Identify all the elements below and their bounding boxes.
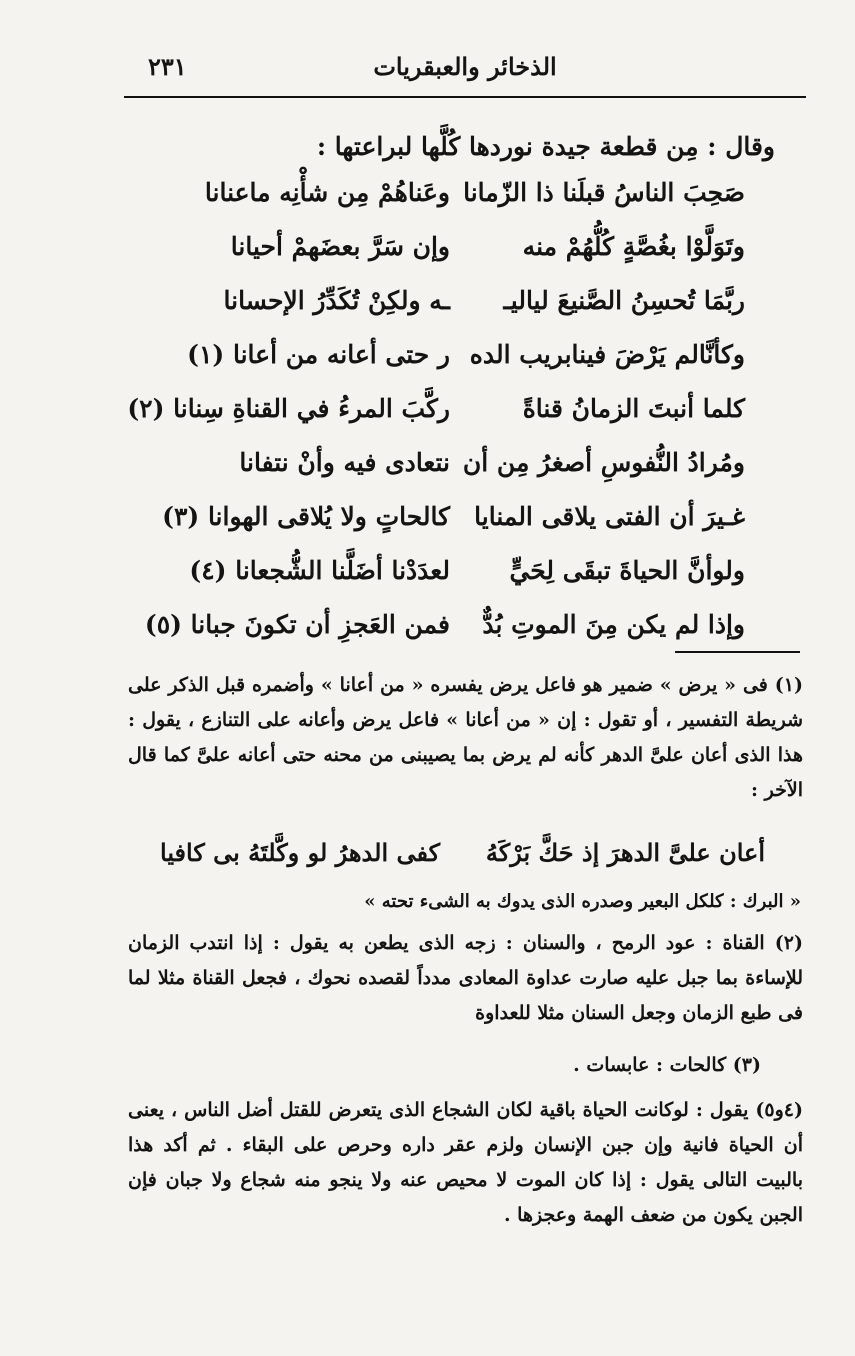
footnote-1: (١) فى « يرض » ضمير هو فاعل يرض يفسره « من أعانا » وأضمره قبل الذكر على شريطة التفسير ، أو تقول : إن « من أعانا » فاعل يرض وأعانه على التنازع ، يقول : هذا الذى أعان علىَّ الدهر كأنه لم يرض بما يصيبنى من محنه حتى أعانه علىَّ كما قال الآخر : (128, 674, 803, 801)
verse-first-hemistich: ولوأنَّ الحياةَ تبقَى لِحَيٍّ (509, 556, 745, 585)
verse (205, 448, 745, 502)
gloss-note: « البرك : كلكل البعير وصدره الذى يدوك به الشىء تحته » (364, 891, 801, 912)
verse (144, 610, 745, 664)
verse-first-hemistich: ومُرادُ النُّفوسِ أصغرُ مِن أن (462, 448, 745, 477)
footnote-2: (٢) القناة : عود الرمح ، والسنان : زجه الذى يطعن به يقول : إذا انتدب الزمان للإساءة بما جبل عليه صارت عداوة المعادى مدداً لقصده نحوك ، فجعل القناة مثلا لما فى طبع الزمان وجعل السنان مثلا للعداوة (128, 932, 803, 1024)
poem (127, 178, 745, 664)
verse-second-hemistich: ـه ولكِنْ تُكَدِّرُ الإحسانا (223, 286, 450, 315)
verse (187, 340, 745, 394)
verse-first-hemistich: ربَّمَا تُحسِنُ الصَّنيعَ لياليـ (503, 286, 745, 315)
cited-second-hemistich: كفى الدهرُ لو وكَّلتَهُ بى كافيا (160, 838, 441, 867)
cited-verse (160, 838, 765, 878)
verse-first-hemistich: كلما أنبتَ الزمانُ قناةً (522, 394, 745, 423)
verse (189, 556, 745, 610)
header-rule (124, 96, 806, 98)
verse-first-hemistich: وتَوَلَّوْا بغُصَّةٍ كُلُّهُمْ منه (522, 232, 745, 261)
footnote-3: (٣) كالحات : عابسات . (573, 1054, 761, 1076)
verse-second-hemistich: ركَّبَ المرءُ في القناةِ سِنانا (٢) (127, 394, 450, 423)
verse-first-hemistich: غـيرَ أن الفتى يلاقى المنايا (474, 502, 745, 531)
footnote-4-5: (٤و٥) يقول : لوكانت الحياة باقية لكان الشجاع الذى يتعرض للقتل أضل الناس ، يعنى أن الحياة فانية وإن جبن الإنسان ولزم عقر داره وحرص على البقاء . ثم أكد هذا بالبيت التالى يقول : إذا كان الموت لا محيص عنه ولا ينجو منه شجاع ولا جبان فإن الجبن يكون من ضعف الهمة وعجزها . (128, 1099, 803, 1226)
verse-second-hemistich: لعدَدْنا أضَلَّنا الشُّجعانا (٤) (189, 556, 450, 585)
page-header (124, 52, 806, 92)
page-number: ٢٣١ (148, 52, 187, 81)
verse-second-hemistich: وعَناهُمْ مِن شأْنِه ماعنانا (204, 178, 450, 207)
verse-second-hemistich: فمن العَجزِ أن تكونَ جبانا (٥) (144, 610, 450, 639)
verse (127, 394, 745, 448)
cited-first-hemistich: أعان علىَّ الدهرَ إذ حَكَّ بَرْكَهُ (485, 838, 765, 867)
verse (162, 502, 745, 556)
verse-second-hemistich: وإن سَرَّ بعضَهمْ أحيانا (230, 232, 450, 261)
verse-second-hemistich: ر حتى أعانه من أعانا (١) (187, 340, 450, 369)
verse-second-hemistich: كالحاتٍ ولا يُلاقى الهوانا (٣) (162, 502, 450, 531)
verse (205, 232, 745, 286)
verse-first-hemistich: وكأنَّالم يَرْضَ فينابريب الده (469, 340, 745, 369)
verse-second-hemistich: نتعادى فيه وأنْ نتفانا (239, 448, 450, 477)
verse-first-hemistich: وإذا لم يكن مِنَ الموتِ بُدٌّ (482, 610, 745, 639)
verse (205, 286, 745, 340)
running-title: الذخائر والعبقريات (373, 52, 557, 81)
footnote-rule (675, 651, 800, 653)
poem-intro: وقال : مِن قطعة جيدة نوردها كُلَّها لبراعتها : (316, 132, 775, 161)
verse-first-hemistich: صَحِبَ الناسُ قبلَنا ذا الزّمانا (463, 178, 745, 207)
verse (205, 178, 745, 232)
